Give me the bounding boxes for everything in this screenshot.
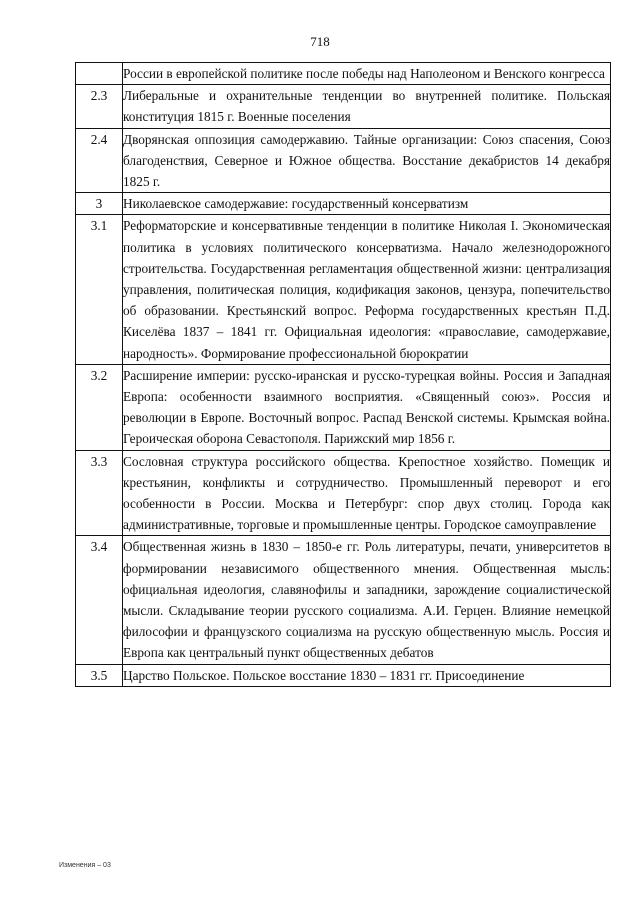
section-text: Общественная жизнь в 1830 – 1850-е гг. Роль литературы, печати, университетов в формировании независимого общественного мнения. Общественная мысль: официальная идеология, славянофилы и западники, зарождение социалистической мысли. Складывание теории русского социализма. А.И. Герцен. Влияние немецкой философии и французского социализма на русскую общественную мысль. Россия и Европа как центральный пункт общественных дебатов xyxy=(123,536,611,664)
table-row xyxy=(76,85,611,128)
table-row xyxy=(76,128,611,193)
section-text: Николаевское самодержавие: государственный консерватизм xyxy=(123,193,611,215)
section-number: 3 xyxy=(76,193,123,215)
section-number: 3.2 xyxy=(76,364,123,450)
section-number: 3.4 xyxy=(76,536,123,664)
section-number: 3.5 xyxy=(76,664,123,686)
table-row xyxy=(76,364,611,450)
section-text: Расширение империи: русско-иранская и русско-турецкая войны. Россия и Западная Европа: особенности взаимного восприятия. «Священный союз». Россия и революции в Европе. Восточный вопрос. Распад Венской системы. Крымская война. Героическая оборона Севастополя. Парижский мир 1856 г. xyxy=(123,364,611,450)
section-text: Сословная структура российского общества. Крепостное хозяйство. Помещик и крестьянин, конфликты и сотрудничество. Промышленный переворот и его особенности в России. Москва и Петербург: спор двух столиц. Города как административные, торговые и промышленные центры. Городское самоуправление xyxy=(123,450,611,536)
table-row xyxy=(76,450,611,536)
table-row xyxy=(76,536,611,664)
section-number: 2.3 xyxy=(76,85,123,128)
section-text: Либеральные и охранительные тенденции во внутренней политике. Польская конституция 1815 г. Военные поселения xyxy=(123,85,611,128)
page-number: 718 xyxy=(310,34,330,49)
table-row xyxy=(76,215,611,364)
section-text: России в европейской политике после победы над Наполеоном и Венского конгресса xyxy=(123,63,611,85)
section-number xyxy=(76,63,123,85)
curriculum-table xyxy=(75,62,611,687)
table-row xyxy=(76,63,611,85)
table-row xyxy=(76,193,611,215)
footer-revision-note: Изменения – 03 xyxy=(59,862,111,869)
section-number: 3.1 xyxy=(76,215,123,364)
section-number: 3.3 xyxy=(76,450,123,536)
section-text: Царство Польское. Польское восстание 1830 – 1831 гг. Присоединение xyxy=(123,664,611,686)
table-row xyxy=(76,664,611,686)
section-number: 2.4 xyxy=(76,128,123,193)
section-text: Дворянская оппозиция самодержавию. Тайные организации: Союз спасения, Союз благоденствия, Северное и Южное общества. Восстание декабристов 14 декабря 1825 г. xyxy=(123,128,611,193)
section-text: Реформаторские и консервативные тенденции в политике Николая I. Экономическая политика в условиях политического консерватизма. Начало железнодорожного строительства. Государственная регламентация общественной жизни: централизация управления, политическая полиция, кодификация законов, цензура, попечительство об образовании. Крестьянский вопрос. Реформа государственных крестьян П.Д. Киселёва 1837 – 1841 гг. Официальная идеология: «православие, самодержавие, народность». Формирование профессиональной бюрократии xyxy=(123,215,611,364)
